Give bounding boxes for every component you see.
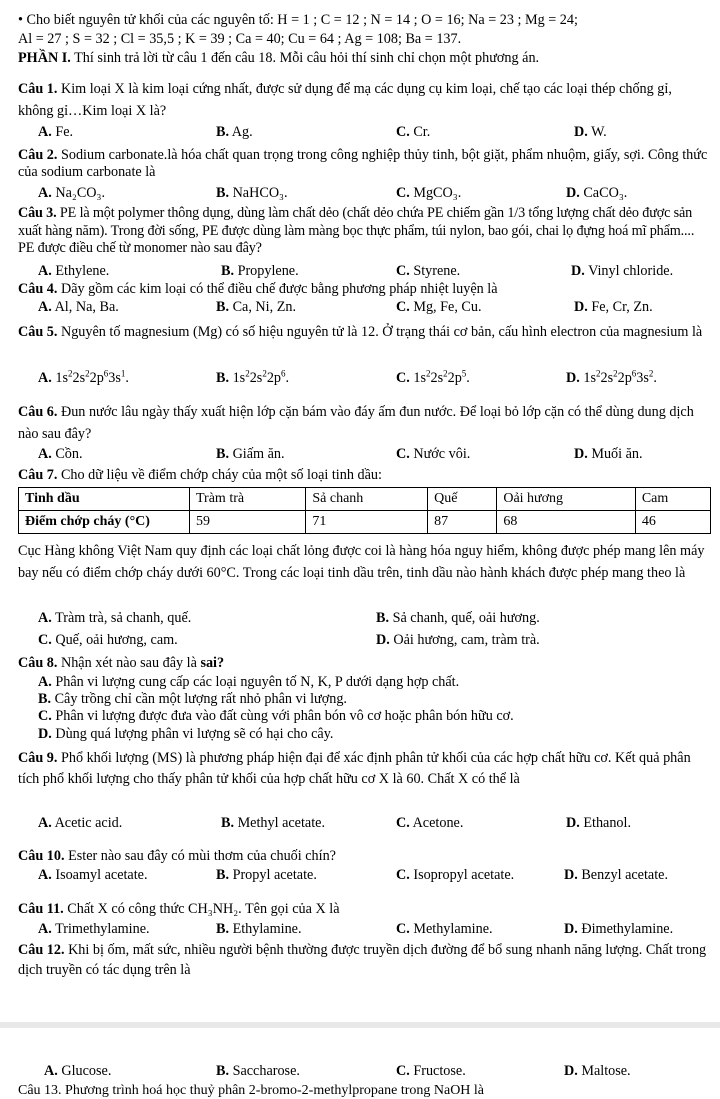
q6-text: Đun nước lâu ngày thấy xuất hiện lớp cặn bám vào đáy ấm đun nước. Để loại bỏ lớp cặn có thể dùng dung dịch nào sau đây? xyxy=(18,404,694,442)
q6-option-b[interactable]: B. Giấm ăn. xyxy=(216,446,285,462)
q4-text: Dãy gồm các kim loại có thể điều chế được bằng phương pháp nhiệt luyện là xyxy=(57,281,498,297)
q2-option-d[interactable]: D. CaCO₃. xyxy=(566,185,628,201)
q10-option-d[interactable]: D. Benzyl acetate. xyxy=(564,867,668,883)
question-1 xyxy=(18,78,710,122)
q5-text: Nguyên tố magnesium (Mg) có số hiệu nguyên tử là 12. Ở trạng thái cơ bản, cấu hình electron của magnesium là xyxy=(57,324,703,340)
question-2 xyxy=(18,147,710,181)
part-label: PHẦN I. xyxy=(18,50,71,66)
table-cell: Oải hương xyxy=(497,488,636,511)
q7-option-d[interactable]: D. Oải hương, cam, tràm trà. xyxy=(376,632,540,648)
q7-text: Cho dữ liệu về điểm chớp cháy của một số loại tinh dầu: xyxy=(57,467,382,483)
part-heading xyxy=(18,50,710,67)
q1-option-b[interactable]: B. Ag. xyxy=(216,124,253,140)
q10-option-b[interactable]: B. Propyl acetate. xyxy=(216,867,317,883)
q8-text: Nhận xét nào sau đây là xyxy=(57,655,201,671)
q11-option-a[interactable]: A. Trimethylamine. xyxy=(38,921,150,937)
q3-option-b[interactable]: B. Propylene. xyxy=(221,263,299,279)
q12-label: Câu 12. xyxy=(18,942,65,958)
table-cell: 87 xyxy=(428,511,497,534)
q1-label: Câu 1. xyxy=(18,81,58,97)
q12-option-b[interactable]: B. Saccharose. xyxy=(216,1063,300,1079)
table-header-cell: Tinh dầu xyxy=(19,488,190,511)
q12-option-a[interactable]: A. Glucose. xyxy=(44,1063,112,1079)
question-7 xyxy=(18,467,710,484)
q9-label: Câu 9. xyxy=(18,750,58,766)
question-4 xyxy=(18,281,710,298)
q2-option-b[interactable]: B. NaHCO₃. xyxy=(216,185,288,201)
table-row xyxy=(19,511,711,534)
q7-option-b[interactable]: B. Sả chanh, quế, oải hương. xyxy=(376,610,540,626)
q6-option-a[interactable]: A. Cồn. xyxy=(38,446,83,462)
q3-option-d[interactable]: D. Vinyl chloride. xyxy=(571,263,674,279)
q4-label: Câu 4. xyxy=(18,281,58,297)
q10-option-a[interactable]: A. Isoamyl acetate. xyxy=(38,867,148,883)
q5-option-b[interactable]: B. $1s^22s^22p^6$. xyxy=(216,368,290,386)
q8-label: Câu 8. xyxy=(18,655,58,671)
q6-label: Câu 6. xyxy=(18,404,58,420)
flash-point-table xyxy=(18,487,711,534)
q3-option-c[interactable]: C. Styrene. xyxy=(396,263,461,279)
q12-text: Khi bị ốm, mất sức, nhiều người bệnh thường được truyền dịch đường để bổ sung nhanh năng lượng. Chất trong dịch truyền có tác dụng trên là xyxy=(18,942,707,978)
table-cell: Tràm trà xyxy=(190,488,306,511)
q4-option-a[interactable]: A. Al, Na, Ba. xyxy=(38,299,119,315)
table-cell: 59 xyxy=(190,511,306,534)
q11-option-c[interactable]: C. Methylamine. xyxy=(396,921,493,937)
q1-option-c[interactable]: C. Cr. xyxy=(396,124,431,140)
question-9 xyxy=(18,748,710,790)
question-5 xyxy=(18,320,710,344)
atomic-mass-line-2: Al = 27 ; S = 32 ; Cl = 35,5 ; K = 39 ; Ca = 40; Cu = 64 ; Ag = 108; Ba = 137. xyxy=(18,31,462,47)
table-cell: Sả chanh xyxy=(306,488,428,511)
q11-text: Chất X có công thức CH₃NH₂. Tên gọi của X là xyxy=(63,901,340,917)
q6-option-d[interactable]: D. Muối ăn. xyxy=(574,446,643,462)
q6-option-c[interactable]: C. Nước vôi. xyxy=(396,446,471,462)
q1-option-a[interactable]: A. Fe. xyxy=(38,124,74,140)
page-divider xyxy=(0,1022,720,1028)
q10-text: Ester nào sau đây có mùi thơm của chuối chín? xyxy=(64,848,336,864)
q5-option-c[interactable]: C. $1s^22s^22p^5$. xyxy=(396,368,470,386)
atomic-mass-line-1: • Cho biết nguyên tử khối của các nguyên tố: H = 1 ; C = 12 ; N = 14 ; O = 16; Na = 23 ; Mg = 24; xyxy=(18,12,578,28)
question-6 xyxy=(18,401,710,445)
table-cell: Cam xyxy=(635,488,710,511)
q4-option-b[interactable]: B. Ca, Ni, Zn. xyxy=(216,299,297,315)
q2-label: Câu 2. xyxy=(18,147,58,163)
q8-option-c[interactable]: C. Phân vi lượng được đưa vào đất cùng với phân bón vô cơ hoặc phân bón hữu cơ. xyxy=(38,708,514,724)
q12-option-c[interactable]: C. Fructose. xyxy=(396,1063,466,1079)
q8-option-d[interactable]: D. Dùng quá lượng phân vi lượng sẽ có hại cho cây. xyxy=(38,726,334,742)
part-text: Thí sinh trả lời từ câu 1 đến câu 18. Mỗi câu hỏi thí sinh chỉ chọn một phương án. xyxy=(70,50,540,66)
table-cell: 71 xyxy=(306,511,428,534)
question-13-partial: Câu 13. Phương trình hoá học thuỷ phân 2-bromo-2-methylpropane trong NaOH là xyxy=(18,1083,485,1098)
q5-label: Câu 5. xyxy=(18,324,58,340)
q1-text: Kim loại X là kim loại cứng nhất, được sử dụng để mạ các dụng cụ kim loại, chế tạo các loại thép chống gỉ, không gỉ…Kim loại X là? xyxy=(18,81,672,119)
table-cell: 46 xyxy=(635,511,710,534)
q1-option-d[interactable]: D. W. xyxy=(574,124,607,140)
q7-option-a[interactable]: A. Tràm trà, sả chanh, quế. xyxy=(38,610,192,626)
q2-text: Sodium carbonate.là hóa chất quan trọng trong công nghiệp thủy tinh, bột giặt, phẩm nhuộm, giấy, sợi. Công thức của sodium carbonate là xyxy=(18,147,708,180)
table-cell: Quế xyxy=(428,488,497,511)
question-12 xyxy=(18,940,710,980)
q9-option-b[interactable]: B. Methyl acetate. xyxy=(221,815,326,831)
q11-option-d[interactable]: D. Đimethylamine. xyxy=(564,921,674,937)
q3-option-a[interactable]: A. Ethylene. xyxy=(38,263,110,279)
q4-option-d[interactable]: D. Fe, Cr, Zn. xyxy=(574,299,653,315)
q7-followup: Cục Hàng không Việt Nam quy định các loại chất lỏng được coi là hàng hóa nguy hiểm, không được phép mang lên máy bay nếu có điểm chớp cháy dưới 60°C. Trong các loại tinh dầu trên, tinh dầu nào hành khách được phép mang theo là xyxy=(18,543,705,581)
q2-option-a[interactable]: A. Na₂CO₃. xyxy=(38,185,106,201)
table-header-cell: Điểm chớp cháy (°C) xyxy=(19,511,190,534)
q5-option-a[interactable]: A. $1s^22s^22p^63s^1$. xyxy=(38,368,129,386)
q11-label: Câu 11. xyxy=(18,901,64,917)
question-10 xyxy=(18,848,710,865)
q9-option-c[interactable]: C. Acetone. xyxy=(396,815,464,831)
q5-option-d[interactable]: D. $1s^22s^22p^63s^2$. xyxy=(566,368,657,386)
q8-option-b[interactable]: B. Cây trồng chỉ cần một lượng rất nhỏ phân vi lượng. xyxy=(38,691,347,707)
question-11 xyxy=(18,901,710,918)
q9-option-a[interactable]: A. Acetic acid. xyxy=(38,815,123,831)
table-cell: 68 xyxy=(497,511,636,534)
q9-text: Phổ khối lượng (MS) là phương pháp hiện đại để xác định phân tử khối của các hợp chất hữu cơ. Kết quả phân tích phổ khối lượng cho thấy phân tử khối của hợp chất hữu cơ X là 60. Chất X có thể là xyxy=(18,750,691,787)
question-8 xyxy=(18,655,710,672)
q7-option-c[interactable]: C. Quế, oải hương, cam. xyxy=(38,632,178,648)
q11-option-b[interactable]: B. Ethylamine. xyxy=(216,921,302,937)
q12-option-d[interactable]: D. Maltose. xyxy=(564,1063,631,1079)
q7-label: Câu 7. xyxy=(18,467,58,483)
q2-option-c[interactable]: C. MgCO₃. xyxy=(396,185,462,201)
q3-label: Câu 3. xyxy=(18,205,57,221)
q9-option-d[interactable]: D. Ethanol. xyxy=(566,815,632,831)
q10-option-c[interactable]: C. Isopropyl acetate. xyxy=(396,867,515,883)
q8-emphasis: sai? xyxy=(200,655,225,671)
q8-option-a[interactable]: A. Phân vi lượng cung cấp các loại nguyên tố N, K, P dưới dạng hợp chất. xyxy=(38,674,460,690)
table-row xyxy=(19,488,711,511)
q3-text: PE là một polymer thông dụng, dùng làm chất dẻo (chất dẻo chứa PE chiếm gần 1/3 tổng lượng chất dẻo được sản xuất hàng năm). Trong đời sống, PE được dùng làm màng bọc thực phẩm, túi nylon, bao gói, chai lọ đựng hoá mĩ phẩm.... PE được điều chế từ monomer nào sau đây? xyxy=(18,205,695,256)
question-3 xyxy=(18,205,710,258)
q10-label: Câu 10. xyxy=(18,848,65,864)
q4-option-c[interactable]: C. Mg, Fe, Cu. xyxy=(396,299,482,315)
